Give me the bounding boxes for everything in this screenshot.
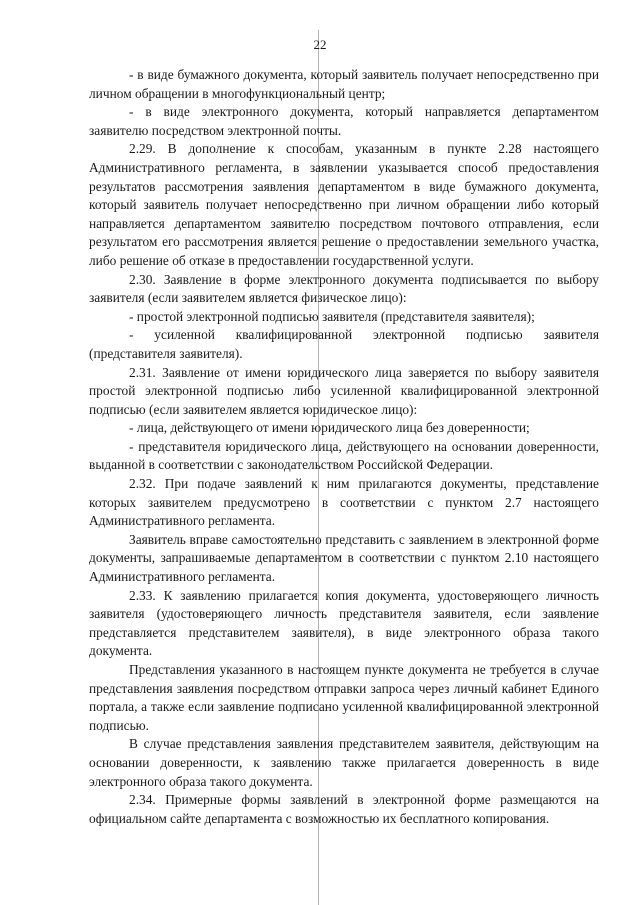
paragraph: - представителя юридического лица, действующего на основании доверенности, выданной в соответствии с законодательством Российской Федерации. [89, 438, 599, 473]
paragraph: 2.34. Примерные формы заявлений в электронной форме размещаются на официальном сайте департамента с возможностью их бесплатного копирования. [89, 792, 599, 826]
paragraph: В случае представления заявления представителем заявителя, действующим на основании доверенности, к заявлению также прилагается доверенность в виде электронного образа такого документа. [89, 736, 599, 789]
paragraph: 2.30. Заявление в форме электронного документа подписывается по выбору заявителя (если заявителем является физическое лицо): [89, 271, 599, 306]
paragraph: Заявитель вправе самостоятельно представить с заявлением в электронной форме документы, запрашиваемые департаментом в соответствии с пунктом 2.10 настоящего Административного регламента. [89, 531, 599, 585]
paragraph: - в виде бумажного документа, который заявитель получает непосредственно при личном обращении в многофункциональный центр; [89, 67, 599, 101]
document-body [89, 66, 599, 828]
paragraph: - лица, действующего от имени юридического лица без доверенности; [129, 420, 530, 436]
paragraph: - простой электронной подписью заявителя (представителя заявителя); [129, 308, 535, 324]
paragraph: 2.31. Заявление от имени юридического лица заверяется по выбору заявителя простой электронной подписью либо усиленной квалифицированной электронной подписью (если заявителем является юридическое лицо): [89, 364, 599, 417]
paragraph: - усиленной квалифицированной электронной подписью заявителя (представителя заявителя). [89, 327, 599, 361]
paragraph: 2.33. К заявлению прилагается копия документа, удостоверяющего личность заявителя (удостоверяющего личность представителя заявителя, если заявление представляется представителем заявителя), в виде электронного образа такого документа. [89, 587, 599, 659]
paragraph: Представления указанного в настоящем пункте документа не требуется в случае представления заявления посредством отправки запроса через личный кабинет Единого портала, а также если заявление подписано усиленной квалифицированной электронной подписью. [89, 662, 599, 733]
paragraph: 2.29. В дополнение к способам, указанным в пункте 2.28 настоящего Административного регламента, в заявлении указывается способ предоставления результатов рассмотрения заявления департаментом в виде бумажного документа, который заявитель получает непосредственно при личном обращении либо который направляется департаментом заявителю посредством почтового отправления, если результатом его рассмотрения является решение о предоставлении земельного участка, либо решение об отказе в предоставлении государственной услуги. [89, 141, 599, 268]
paragraph: 2.32. При подаче заявлений к ним прилагаются документы, представление которых заявителем предусмотрено в соответствии с пунктом 2.7 настоящего Административного регламента. [89, 476, 599, 529]
paragraph: - в виде электронного документа, который направляется департаментом заявителю посредством электронной почты. [89, 104, 599, 138]
page-number: 22 [313, 37, 327, 52]
